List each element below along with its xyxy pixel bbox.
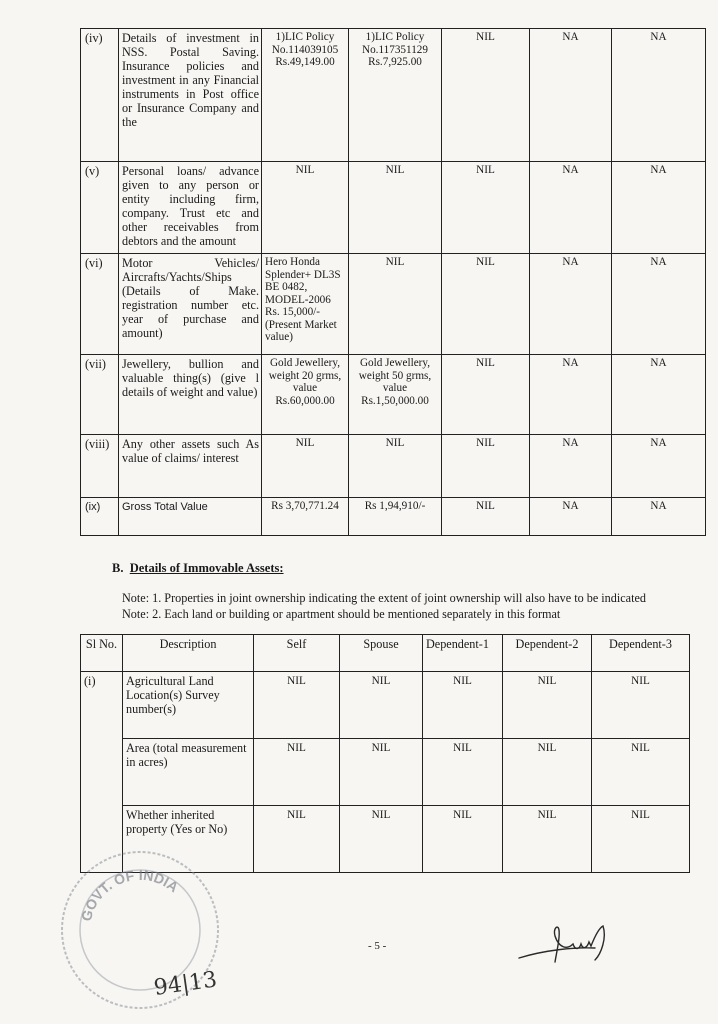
dependent-3-value: NA xyxy=(612,254,706,355)
table-row xyxy=(81,254,706,355)
immovable-assets-table xyxy=(80,634,690,873)
seal-handwritten-number: 94|13 xyxy=(152,967,219,1001)
sl-no: (vi) xyxy=(81,254,119,355)
header-dependent-3: Dependent-3 xyxy=(592,635,690,672)
spouse-value: Gold Jewellery, weight 50 grms, value Rs.1,50,000.00 xyxy=(349,355,442,435)
sl-no: (ix) xyxy=(81,498,119,536)
property-description: Area (total measurement in acres) xyxy=(123,739,254,806)
self-value: Hero Honda Splender+ DL3S BE 0482, MODEL-2006 Rs. 15,000/- (Present Market value) xyxy=(262,254,349,355)
dependent-1-value: NIL xyxy=(442,29,530,162)
dependent-1-value: NIL xyxy=(423,806,503,873)
header-self: Self xyxy=(254,635,340,672)
self-value: Rs 3,70,771.24 xyxy=(262,498,349,536)
asset-description: Personal loans/ advance given to any person or entity including firm, company. Trust etc and other receivables from debtors and the amount xyxy=(119,162,262,254)
dependent-3-value: NIL xyxy=(592,806,690,873)
asset-description: Any other assets such As value of claims/ interest xyxy=(119,435,262,498)
table-row xyxy=(81,29,706,162)
dependent-1-value: NIL xyxy=(442,435,530,498)
dependent-1-value: NIL xyxy=(442,498,530,536)
spouse-value: NIL xyxy=(340,672,423,739)
asset-description xyxy=(119,29,262,162)
dependent-2-value: NIL xyxy=(503,806,592,873)
spouse-value: NIL xyxy=(340,739,423,806)
sl-no: (iv) xyxy=(81,29,119,162)
spouse-value: NIL xyxy=(349,435,442,498)
spouse-value: NIL xyxy=(340,806,423,873)
section-label: B. xyxy=(112,561,124,575)
self-value: NIL xyxy=(254,806,340,873)
section-title: Details of Immovable Assets: xyxy=(129,561,284,575)
dependent-3-value: NA xyxy=(612,498,706,536)
section-heading xyxy=(112,561,284,576)
dependent-1-value: NIL xyxy=(423,672,503,739)
spouse-value: Rs 1,94,910/- xyxy=(349,498,442,536)
header-description: Description xyxy=(123,635,254,672)
dependent-1-value: NIL xyxy=(442,162,530,254)
dependent-3-value: NA xyxy=(612,355,706,435)
dependent-1-value: NIL xyxy=(423,739,503,806)
spouse-value: NIL xyxy=(349,254,442,355)
spouse-value: 1)LIC Policy No.117351129 Rs.7,925.00 xyxy=(349,29,442,162)
dependent-2-value: NIL xyxy=(503,739,592,806)
asset-description: Jewellery, bullion and valuable thing(s) (give l details of weight and value) xyxy=(119,355,262,435)
seal-text: GOVT. OF INDIA xyxy=(77,866,182,923)
spouse-value: NIL xyxy=(349,162,442,254)
self-value: NIL xyxy=(262,435,349,498)
dependent-2-value: NA xyxy=(530,355,612,435)
dependent-2-value: NIL xyxy=(503,672,592,739)
header-sl: Sl No. xyxy=(81,635,123,672)
self-value: Gold Jewellery, weight 20 grms, value Rs.60,000.00 xyxy=(262,355,349,435)
sl-no: (vii) xyxy=(81,355,119,435)
movable-assets-table xyxy=(80,28,706,536)
dependent-1-value: NIL xyxy=(442,355,530,435)
dependent-2-value: NA xyxy=(530,254,612,355)
header-dependent-2: Dependent-2 xyxy=(503,635,592,672)
dependent-2-value: NA xyxy=(530,498,612,536)
dependent-1-value: NIL xyxy=(442,254,530,355)
table-row xyxy=(81,435,706,498)
dependent-3-value: NA xyxy=(612,162,706,254)
table-row xyxy=(81,355,706,435)
note-2: Note: 2. Each land or building or apartment should be mentioned separately in this format xyxy=(122,607,561,621)
self-value: 1)LIC Policy No.114039105 Rs.49,149.00 xyxy=(262,29,349,162)
dependent-2-value: NA xyxy=(530,162,612,254)
self-value: NIL xyxy=(262,162,349,254)
self-value: NIL xyxy=(254,672,340,739)
dependent-2-value: NA xyxy=(530,29,612,162)
table-row xyxy=(81,739,690,806)
table-row xyxy=(81,162,706,254)
header-spouse: Spouse xyxy=(340,635,423,672)
dependent-3-value: NA xyxy=(612,435,706,498)
asset-description: Motor Vehicles/ Aircrafts/Yachts/Ships (Details of Make. registration number etc. year of purchase and amount) xyxy=(119,254,262,355)
asset-description: Gross Total Value xyxy=(119,498,262,536)
table-row xyxy=(81,498,706,536)
dependent-3-value: NIL xyxy=(592,739,690,806)
sl-no: (i) xyxy=(81,672,123,873)
note-1: Note: 1. Properties in joint ownership indicating the extent of joint ownership will also have to be indicated xyxy=(122,591,646,605)
table-row xyxy=(81,672,690,739)
page-number: - 5 - xyxy=(368,940,387,952)
handwritten-signature xyxy=(515,920,625,970)
self-value: NIL xyxy=(254,739,340,806)
sl-no: (viii) xyxy=(81,435,119,498)
sl-no: (v) xyxy=(81,162,119,254)
property-description: Whether inherited property (Yes or No) xyxy=(123,806,254,873)
official-seal-stamp xyxy=(55,845,225,1015)
dependent-3-value: NIL xyxy=(592,672,690,739)
dependent-3-value: NA xyxy=(612,29,706,162)
signature-stroke xyxy=(519,926,604,962)
header-dependent-1: Dependent-1 xyxy=(423,635,503,672)
description-text: Details of investment in NSS. Postal Saving. Insurance policies and investment in any Financial instruments in Post office or Insurance Company and the xyxy=(122,31,259,129)
property-description: Agricultural Land Location(s) Survey number(s) xyxy=(123,672,254,739)
header-row xyxy=(81,635,690,672)
dependent-2-value: NA xyxy=(530,435,612,498)
